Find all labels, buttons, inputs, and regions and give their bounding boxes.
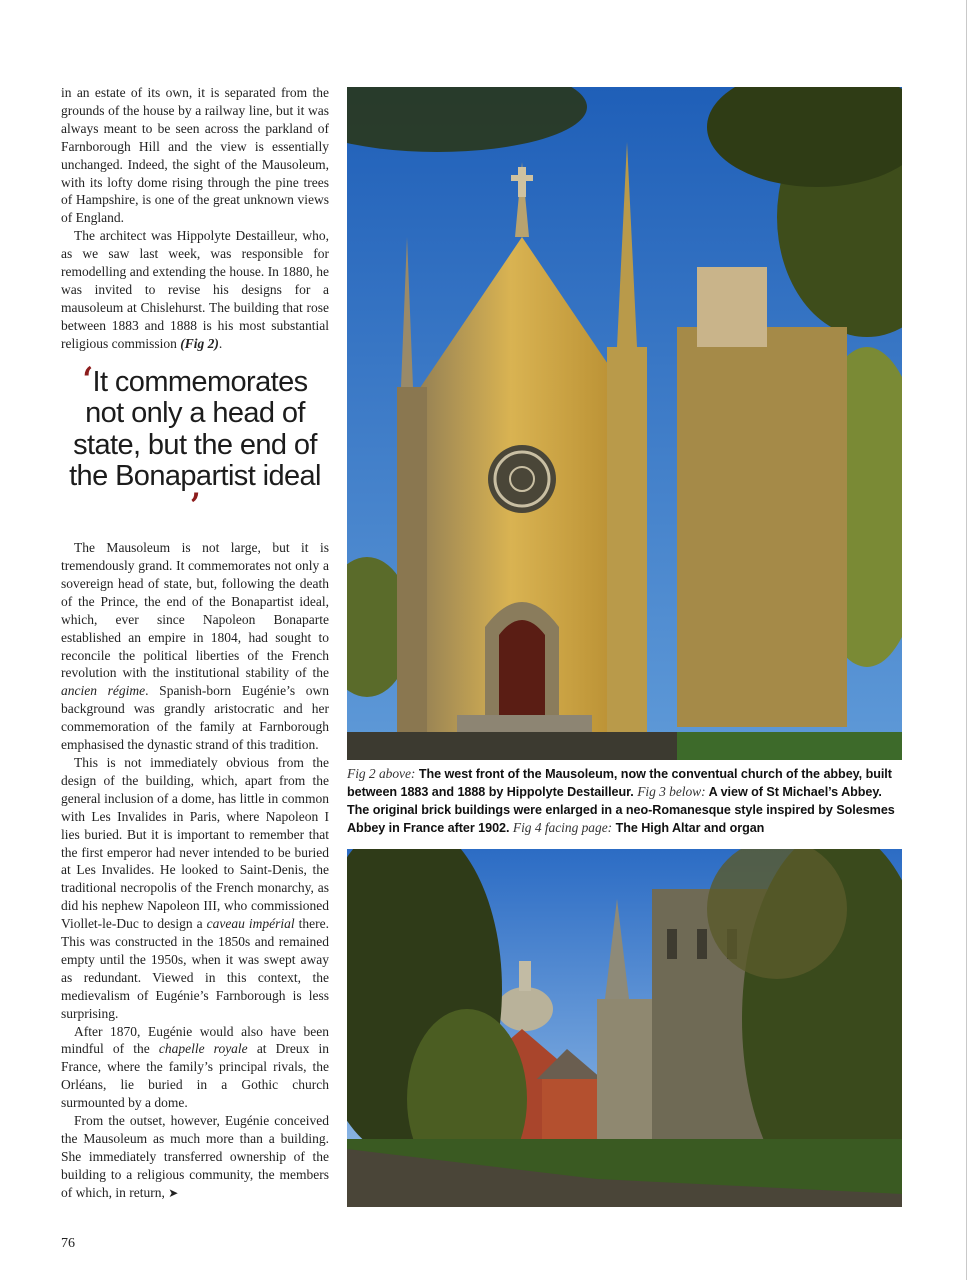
paragraph-2: The architect was Hippolyte Destailleur, who, as we saw last week, was responsible for remodelling and extending the house. In 1880, he was invited to revise his designs for a mausoleum at Chislehurst. The building that rose between 1883 and 1888 is his most substantial religious commission (Fig 2).	[61, 228, 329, 351]
pull-quote-text: It commemorates not only a head of state, but the end of the Bonapartist ideal	[69, 365, 321, 493]
fig-2-reference: (Fig 2)	[180, 335, 219, 351]
fig-4-label: Fig 4 facing page:	[512, 820, 613, 835]
pull-quote	[61, 359, 329, 526]
paragraph-4	[61, 754, 329, 1023]
paragraph-2-text: The architect was Hippolyte Destailleur, who, as we saw last week, was responsible for remodelling and extending the house. In 1880, he was invited to revise his designs for a mausoleum at Chislehurst. The building that rose between 1883 and 1888 is his most substantial religious commission	[61, 228, 329, 351]
paragraph-3	[61, 539, 329, 754]
paragraph-6-text: From the outset, however, Eugénie conceived the Mausoleum as much more than a building. She immediately transferred ownership of the building to a religious community, the members of which, in return,	[61, 1113, 329, 1200]
st-michaels-abbey-photo	[347, 849, 902, 1207]
paragraph-5-text-a: After 1870, Eugénie would also have been mindful of the	[61, 1023, 329, 1057]
paragraph-4-text-b: there. This was constructed in the 1850s and remained empty until the 1950s, when it was swept away as redundant. Viewed in this context, the medievalism of Eugénie’s Farnborough is less surprising.	[61, 916, 329, 1021]
fig-3-caption-text: A view of St Michael’s Abbey. The original brick buildings were enlarged in a neo-Romanesque style inspired by Solesmes Abbey in France after 1902.	[347, 785, 895, 835]
open-quote-mark: ‘	[82, 359, 93, 400]
paragraph-4-italic: caveau impérial	[206, 916, 295, 932]
paragraph-3-text-b: . Spanish-born Eugénie’s own background was grandly aristocratic and her commemoration of the family at Farnborough emphasised the dynastic strand of this tradition.	[61, 683, 329, 753]
mausoleum-west-front-photo	[347, 87, 902, 760]
paragraph-4-text-a: This is not immediately obvious from the design of the building, which, apart from the general inclusion of a dome, has little in common with Les Invalides in Paris, where Napoleon I lies buried. But it is important to remember that the first emperor had never intended to be buried at Les Invalides. He looked to Saint-Denis, the traditional necropolis of the French monarchy, as did his nephew Napoleon III, who commissioned Viollet-le-Duc to design a	[61, 754, 329, 932]
fig-2-caption-text: The west front of the Mausoleum, now the conventual church of the abbey, built between 1883 and 1888 by Hippolyte Destailleur.	[347, 767, 892, 799]
paragraph-5	[61, 1023, 329, 1113]
figure-caption	[347, 765, 903, 837]
continue-arrow-icon: ➤	[168, 1185, 179, 1200]
page-edge-line	[966, 0, 967, 1280]
article-text-column	[61, 84, 329, 1203]
paragraph-3-italic: ancien régime	[61, 683, 146, 699]
paragraph-3-text-a: The Mausoleum is not large, but it is tremendously grand. It commemorates not only a sovereign head of state, but, following the death of the Prince, the end of the Bonapartist ideal, which, ever since Napoleon Bonaparte established an empire in 1804, had sought to reconcile the political liberties of the French revolution with the institutional stability of the	[61, 540, 329, 681]
page-number: 76	[61, 1236, 75, 1251]
paragraph-6	[61, 1112, 329, 1203]
paragraph-1: in an estate of its own, it is separated from the grounds of the house by a railway line, but it was always meant to be seen across the parkland of Farnborough Hill and the view is essentially unchanged. Indeed, the sight of the Mausoleum, with its lofty dome rising through the pine trees of Hampshire, is one of the great unknown views of England.	[61, 85, 329, 226]
fig-2-label: Fig 2 above:	[347, 766, 416, 781]
fig-4-caption-text: The High Altar and organ	[615, 821, 765, 835]
fig-3-label: Fig 3 below:	[637, 784, 706, 799]
paragraph-5-text-b: at Dreux in France, where the family’s principal rivals, the Orléans, lie buried in a Gothic church surmounted by a dome.	[61, 1041, 330, 1111]
close-quote-mark: ’	[189, 485, 201, 526]
paragraph-5-italic: chapelle royale	[158, 1041, 248, 1057]
